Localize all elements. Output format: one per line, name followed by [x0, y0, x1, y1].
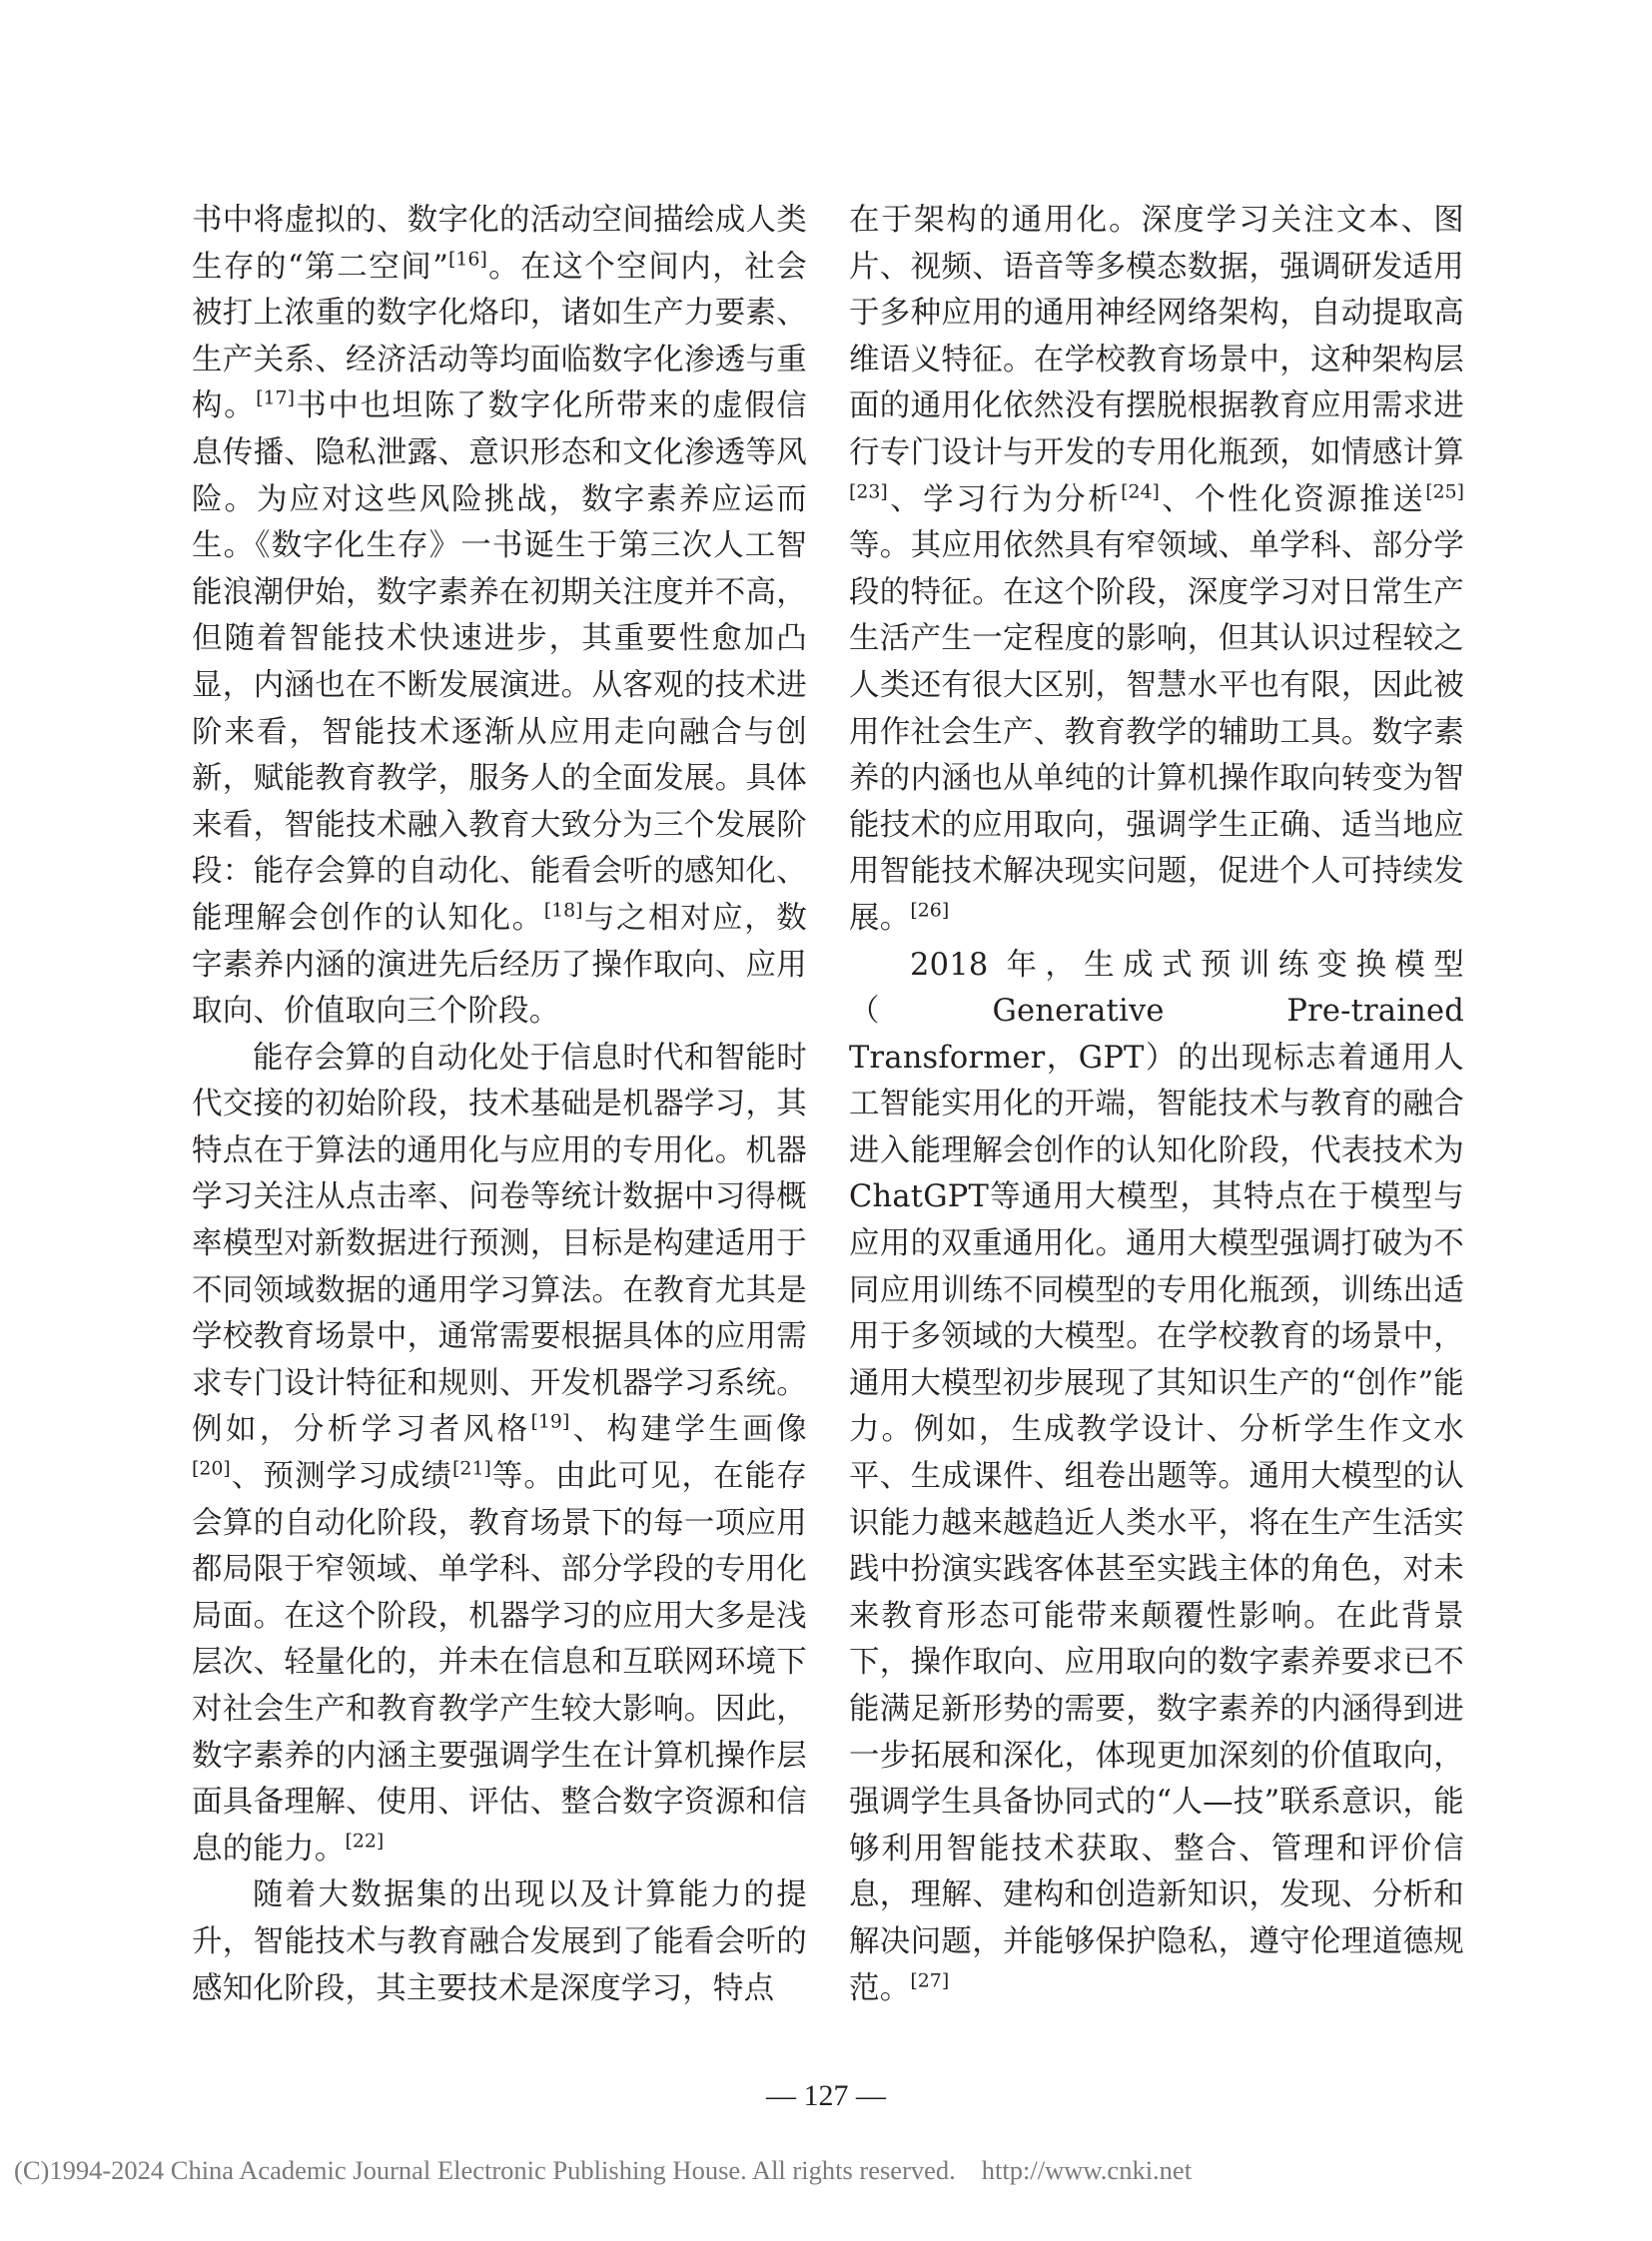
citation-marker: [16] — [448, 247, 487, 270]
citation-marker: [25] — [1425, 479, 1464, 502]
paragraph-text: 、构建学生画像 — [569, 1412, 808, 1448]
citation-marker: [17] — [256, 386, 295, 409]
paragraph-text: 在于架构的通用化。深度学习关注文本、图片、视频、语音等多模态数据，强调研发适用于多种应用的通用神经网络架构，自动提取高维语义特征。在学校教育场景中，这种架构层面的通用化依然没有摆脱根据教育应用需求进行专门设计与开发的专用化瓶颈，如情感计算 — [849, 203, 1464, 470]
copyright-footer — [14, 2155, 1192, 2186]
paragraph-text: 、预测学习成绩 — [230, 1459, 453, 1495]
paragraph-text: 等。其应用依然具有窄领域、单学科、部分学段的特征。在这个阶段，深度学习对日常生产生活产生一定程度的影响，但其认识过程较之人类还有很大区别，智慧水平也有限，因此被用作社会生产、教育教学的辅助工具。数字素养的内涵也从单纯的计算机操作取向转变为智能技术的应用取向，强调学生正确、适当地应用智能技术解决现实问题，促进个人可持续发展。 — [849, 528, 1464, 936]
paragraph-text: 书中将虚拟的、数字化的活动空间描绘成人类生存的“第二空间” — [192, 203, 807, 285]
cnki-url: http://www.cnki.net — [981, 2155, 1193, 2185]
paragraph-text: 等。由此可见，在能存会算的自动化阶段，教育场景下的每一项应用都局限于窄领域、单学科、部分学段的专用化局面。在这个阶段，机器学习的应用大多是浅层次、轻量化的，并未在信息和互联网环境下对社会生产和教育教学产生较大影响。因此，数字素养的内涵主要强调学生在计算机操作层面具备理解、使用、评估、整合数字资源和信息的能力。 — [192, 1459, 808, 1867]
paragraph — [192, 1036, 807, 1873]
citation-marker: [22] — [345, 1830, 385, 1853]
citation-marker: [21] — [452, 1457, 491, 1480]
paragraph — [849, 198, 1464, 943]
paragraph-text: 随着大数据集的出现以及计算能力的提升，智能技术与教育融合发展到了能看会听的感知化阶段，其主要技术是深度学习，特点 — [192, 1877, 807, 2006]
paragraph — [192, 1872, 807, 2012]
paragraph-text: 能存会算的自动化处于信息时代和智能时代交接的初始阶段，技术基础是机器学习，其特点在于算法的通用化与应用的专用化。机器学习关注从点击率、问卷等统计数据中习得概率模型对新数据进行预测，目标是构建适用于不同领域数据的通用学习算法。在教育尤其是学校教育场景中，通常需要根据具体的应用需求专门设计特征和规则、开发机器学习系统。例如，分析学习者风格 — [192, 1040, 807, 1448]
paragraph-text: 与之相对应，数字素养内涵的演进先后经历了操作取向、应用取向、价值取向三个阶段。 — [192, 900, 808, 1030]
paragraph — [192, 198, 807, 1036]
paragraph-text: 、学习行为分析 — [887, 481, 1122, 517]
citation-marker: [23] — [849, 479, 888, 502]
paragraph-text: 、个性化资源推送 — [1159, 481, 1426, 517]
paragraph — [849, 943, 1464, 2013]
citation-marker: [27] — [910, 1968, 950, 1991]
paragraph-text: 。在这个空间内，社会被打上浓重的数字化烙印，诸如生产力要素、生产关系、经济活动等均面临数字化渗透与重构。 — [192, 249, 807, 424]
page-number: — 127 — — [766, 2079, 886, 2112]
citation-marker: [20] — [192, 1457, 231, 1480]
citation-marker: [19] — [530, 1410, 570, 1433]
citation-marker: [24] — [1121, 479, 1160, 502]
right-column — [849, 198, 1464, 2012]
citation-marker: [26] — [910, 899, 950, 922]
left-column — [192, 198, 807, 2012]
citation-marker: [18] — [543, 899, 583, 922]
paragraph-text: 书中也坦陈了数字化所带来的虚假信息传播、隐私泄露、意识形态和文化渗透等风险。为应对这些风险挑战，数字素养应运而生。《数字化生存》一书诞生于第三次人工智能浪潮伊始，数字素养在初期关注度并不高，但随着智能技术快速进步，其重要性愈加凸显，内涵也在不断发展演进。从客观的技术进阶来看，智能技术逐渐从应用走向融合与创新，赋能教育教学，服务人的全面发展。具体来看，智能技术融入教育大致分为三个发展阶段：能存会算的自动化、能看会听的感知化、能理解会创作的认知化。 — [192, 388, 807, 936]
copyright-notice: (C)1994-2024 China Academic Journal Electronic Publishing House. All rights reserved. — [14, 2155, 956, 2185]
paragraph-text: 2018 年，生成式预训练变换模型（Generative Pre-trained Transformer，GPT）的出现标志着通用人工智能实用化的开端，智能技术与教育的融合进入能理解会创作的认知化阶段，代表技术为ChatGPT等通用大模型，其特点在于模型与应用的双重通用化。通用大模型强调打破为不同应用训练不同模型的专用化瓶颈，训练出适用于多领域的大模型。在学校教育的场景中，通用大模型初步展现了其知识生产的“创作”能力。例如，生成教学设计、分析学生作文水平、生成课件、组卷出题等。通用大模型的认识能力越来越趋近人类水平，将在生产生活实践中扮演实践客体甚至实践主体的角色，对未来教育形态可能带来颠覆性影响。在此背景下，操作取向、应用取向的数字素养要求已不能满足新形势的需要，数字素养的内涵得到进一步拓展和深化，体现更加深刻的价值取向，强调学生具备协同式的“人—技”联系意识，能够利用智能技术获取、整合、管理和评价信息，理解、建构和创造新知识，发现、分析和解决问题，并能够保护隐私，遵守伦理道德规范。 — [849, 947, 1464, 2006]
